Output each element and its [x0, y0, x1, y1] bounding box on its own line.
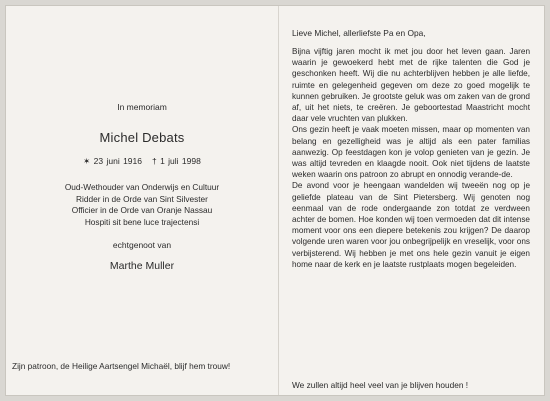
title-line: Officier in de Orde van Oranje Nassau	[71, 205, 213, 216]
deceased-name: Michel Debats	[99, 130, 185, 145]
letter-closing: We zullen altijd heel veel van je blijven houden !	[292, 380, 469, 390]
patron-text: Zijn patroon, de Heilige Aartsengel Michaël, blijf hem trouw!	[12, 361, 231, 371]
death-date: † 1 juli 1998	[151, 156, 201, 166]
title-line: Hospiti sit bene luce trajectensi	[84, 216, 200, 227]
title-line: Oud-Wethouder van Onderwijs en Cultuur	[64, 182, 220, 192]
letter-paragraph: Ons gezin heeft je vaak moeten missen, maar op momenten van belang en gezelligheid was je altijd als een pater familias aanwezig. Op feestdagen kon je volop genieten van je gezin. Je was altijd tevreden en klaagde nooit. Ook niet tijdens de laatste weken waarin ons patroon zo abrupt en onnodig verande-de.	[292, 125, 530, 180]
letter-greeting: Lieve Michel, allerliefste Pa en Opa,	[292, 28, 426, 38]
spouse-label: echtgenoot van	[112, 240, 172, 250]
memorial-card	[6, 6, 544, 395]
in-memoriam-heading: In memoriam	[117, 102, 167, 112]
spouse-name: Marthe Muller	[109, 260, 175, 272]
birth-date: ✶ 23 juni 1916	[83, 156, 142, 166]
honorary-titles	[6, 182, 278, 228]
card-fold	[278, 6, 279, 395]
left-page	[6, 6, 278, 395]
letter-body	[292, 46, 530, 270]
right-page	[292, 6, 530, 395]
letter-paragraph: De avond voor je heengaan wandelden wij tweeën nog op je geliefde plateau van de Sint Pietersberg. Wij genoten nog eenmaal van de rode ondergaande zon totdat ze verdween achter de bomen. Hoe konden wij toen vermoeden dat dit intense moment voor ons een diepere betekenis zou krijgen? De daarop volgende uren waren voor jou onbegrijpelijk en vreselijk, voor ons verbijsterend. Wij hebben je met ons hele gezin vanuit je eigen home naar de kerk en je laatste rustplaats mogen begeleiden.	[292, 181, 530, 269]
title-line: Ridder in de Orde van Sint Silvester	[76, 193, 208, 204]
life-dates	[6, 156, 278, 167]
letter-paragraph: Bijna vijftig jaren mocht ik met jou door het leven gaan. Jaren waarin je gewoekerd hebt met de rijke talenten die God je geschonken heeft. Wij die nu achterblijven hebben je alle liefde, ruimte en gelegenheid gegeven om deze zo goed mogelijk te kunnen gebruiken. Je grootste geluk was om zaken van de grond af, uit het niets, te creëren. Je geboortestad Maastricht mocht daar vele vruchten van plukken.	[292, 47, 530, 124]
